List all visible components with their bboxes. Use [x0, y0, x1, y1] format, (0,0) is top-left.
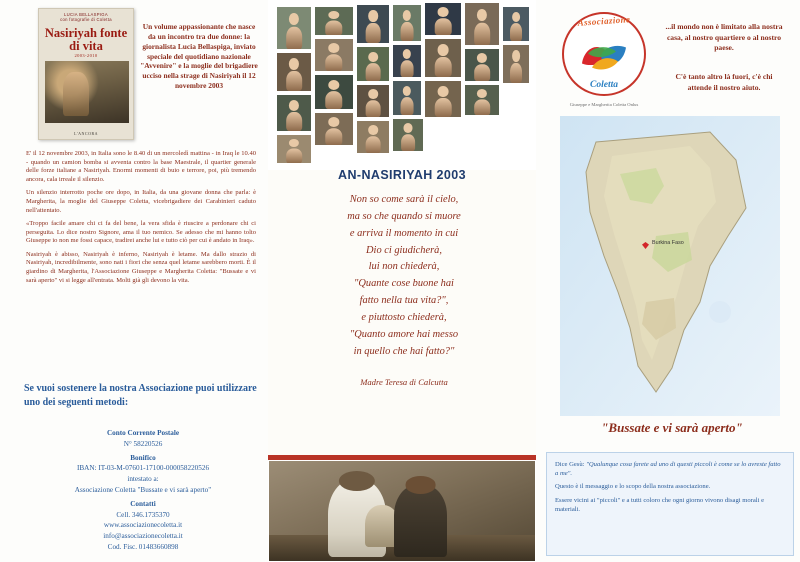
mosaic-photo	[464, 48, 500, 82]
africa-map	[560, 116, 780, 416]
mosaic-photo	[356, 4, 390, 44]
logo-assoc-text: Associazione	[577, 14, 631, 28]
mosaic-photo	[356, 84, 390, 118]
poem-line: "Quanto amore hai messo	[349, 328, 459, 340]
mosaic-photo	[314, 74, 354, 110]
story-paragraph: Un silenzio interrotto poche ore dopo, in Italia, da una giovane donna che parla: è Margherita, la moglie del Giuseppe Coletta, vicebrigadiere dei Carabinieri caduto nell'attentato.	[26, 189, 256, 214]
mosaic-photo	[356, 120, 390, 154]
mosaic-photo	[392, 4, 422, 42]
mosaic-photo	[502, 44, 530, 84]
poem-line: Non so come sarà il cielo,	[349, 194, 459, 205]
bottom-photo	[268, 460, 536, 562]
hands-icon	[578, 37, 630, 73]
mosaic-photo	[392, 80, 422, 116]
story-paragraph: E' il 12 novembre 2003, in Italia sono le 8.40 di un mercoledì mattina - in Iraq le 10.40 - quando un camion bomba si avventa contro la base Maestrale, il quartier generale delle forze italiane a Nasiriyah. Enormi momenti di buio e terrore, poi, più tremendo ancora, cala irreale il silenzio.	[26, 150, 256, 184]
email-link[interactable]: info@associazionecoletta.it	[103, 532, 183, 541]
book-author	[39, 12, 133, 23]
mosaic-photo	[392, 118, 424, 152]
right-intro-text-1: ...il mondo non è limitato alla nostra casa, al nostro quartiere o al nostro paese.	[665, 22, 783, 53]
mosaic-photo	[464, 84, 500, 116]
mosaic-photo	[276, 52, 312, 92]
book-author-name: LUCIA BELLASPIGA	[64, 12, 108, 17]
intro-paragraph: Un volume appassionante che nasce da un incontro tra due donne: la giornalista Lucia Bellaspiga, inviato speciale del quotidiano nazionale "Avvenire" e la moglie del brigadiere ucciso nella strage di Nasiriyah il 12 novembre 2003	[140, 22, 258, 91]
left-panel	[0, 0, 268, 562]
intestato-value: Associazione Coletta "Bussate e vi sarà aperto"	[74, 485, 212, 494]
story-paragraph: «Troppo facile amare chi ci fa del bene, la vera sfida è riuscire a perdonare chi ci perseguita. Lo dice nostro Signore, ama il tuo nemico. Se adesso che mi hanno tolto Giuseppe io non me fossi capace, tradirei anche lui e tutto ciò per cui è andato in Iraq».	[26, 219, 256, 245]
ccp-value: N° 58220526	[123, 439, 163, 448]
story-text	[26, 150, 256, 290]
poem-line: ma so che quando si muore	[347, 210, 461, 222]
intestato-label: intestato a:	[127, 475, 159, 484]
quote-line-3: Essere vicini ai "piccoli" e a tutti coloro che ogni giorno vivono disagi morali e materiali.	[555, 496, 765, 513]
map-label-burkina: Burkina Faso	[652, 240, 684, 246]
book-cover-image	[38, 8, 134, 140]
quote-text: "Qualunque cosa farete ad uno di questi piccoli è come se lo avreste fatto a me".	[555, 461, 781, 478]
photo-mosaic	[268, 0, 536, 170]
story-paragraph: Nasiriyah è abisso, Nasiriyah è inferno, Nasiriyah è letame. Ma dallo strazio di Nasiriyah, incredibilmente, sono nati i fiori che senza quel letame sarebbero morti. È il giardino di Margherita, l'Associazione Giuseppe e Margherita Coletta: "Bussate e vi sarà aperto" vi si legge all'entrata. Molti già gli devono la vita.	[26, 250, 256, 284]
mosaic-photo	[424, 38, 462, 78]
mosaic-photo	[276, 134, 312, 164]
book-cover-photo	[45, 61, 129, 123]
codice-fiscale: Cod. Fisc. 01483660898	[107, 542, 179, 551]
mosaic-photo	[314, 6, 354, 36]
mosaic-photo	[314, 112, 354, 146]
contatti-label: Contatti	[130, 499, 156, 508]
poem-line: in quello che hai fatto?"	[353, 345, 455, 357]
logo-coletta-text: Coletta	[590, 80, 618, 90]
poem-line: lui non chiederà,	[368, 261, 440, 273]
quote-prefix: Dice Gesù:	[555, 461, 585, 468]
iban-value: IBAN: IT-03-M-07601-17100-000058220526	[76, 464, 210, 473]
poem-line: e piuttosto chiederà,	[361, 311, 447, 323]
mosaic-photo	[314, 38, 354, 72]
poem-line: Dio ci giudicherà,	[366, 244, 442, 256]
quote-line-2: Questo è il messaggio e lo scopo della nostra associazione.	[555, 483, 711, 491]
quote-line-1	[555, 460, 785, 478]
book-author-sub: con fotografie di Coletta	[60, 17, 112, 23]
poem-line: e arriva il momento in cui	[349, 227, 459, 239]
logo-subtitle: Giuseppe e Margherita Coletta Onlus	[569, 102, 639, 107]
poem-line: fatto nella tua vita?",	[359, 295, 449, 307]
right-intro-text-2: C'è tanto altro là fuori, c'è chi attende il nostro aiuto.	[675, 72, 773, 92]
mosaic-photo	[464, 2, 500, 46]
website-link[interactable]: www.associazionecoletta.it	[103, 521, 183, 530]
support-heading: Se vuoi sostenere la nostra Associazione puoi utilizzare uno dei seguenti metodi:	[24, 383, 257, 408]
photo-figure-man	[394, 485, 447, 557]
mosaic-photo	[356, 46, 390, 82]
poem-line: "Quante cose buone hai	[354, 278, 454, 290]
mosaic-photo	[424, 80, 462, 118]
book-publisher: L'ANCORA	[73, 131, 99, 136]
poem-block	[280, 192, 528, 390]
gospel-quote-box	[546, 452, 794, 556]
mosaic-title: AN-NASIRIYAH 2003	[338, 168, 466, 182]
mosaic-photo	[392, 44, 422, 78]
donation-details	[20, 428, 266, 553]
mosaic-photo	[276, 6, 312, 50]
africa-map-svg	[560, 116, 780, 416]
ccp-label: Conto Corrente Postale	[106, 429, 180, 437]
phone-number[interactable]: Cell. 346.1735370	[116, 510, 170, 519]
book-title: Nasiriyah fonte di vita	[44, 26, 128, 54]
bonifico-label: Bonifico	[130, 453, 156, 462]
book-subtitle: 2003-2010	[74, 53, 98, 58]
poem-signature: Madre Teresa di Calcutta	[360, 377, 448, 388]
mosaic-photo	[502, 6, 530, 42]
mosaic-photo	[276, 94, 312, 132]
association-motto: "Bussate e vi sarà aperto"	[601, 420, 743, 435]
mosaic-photo	[424, 2, 462, 36]
